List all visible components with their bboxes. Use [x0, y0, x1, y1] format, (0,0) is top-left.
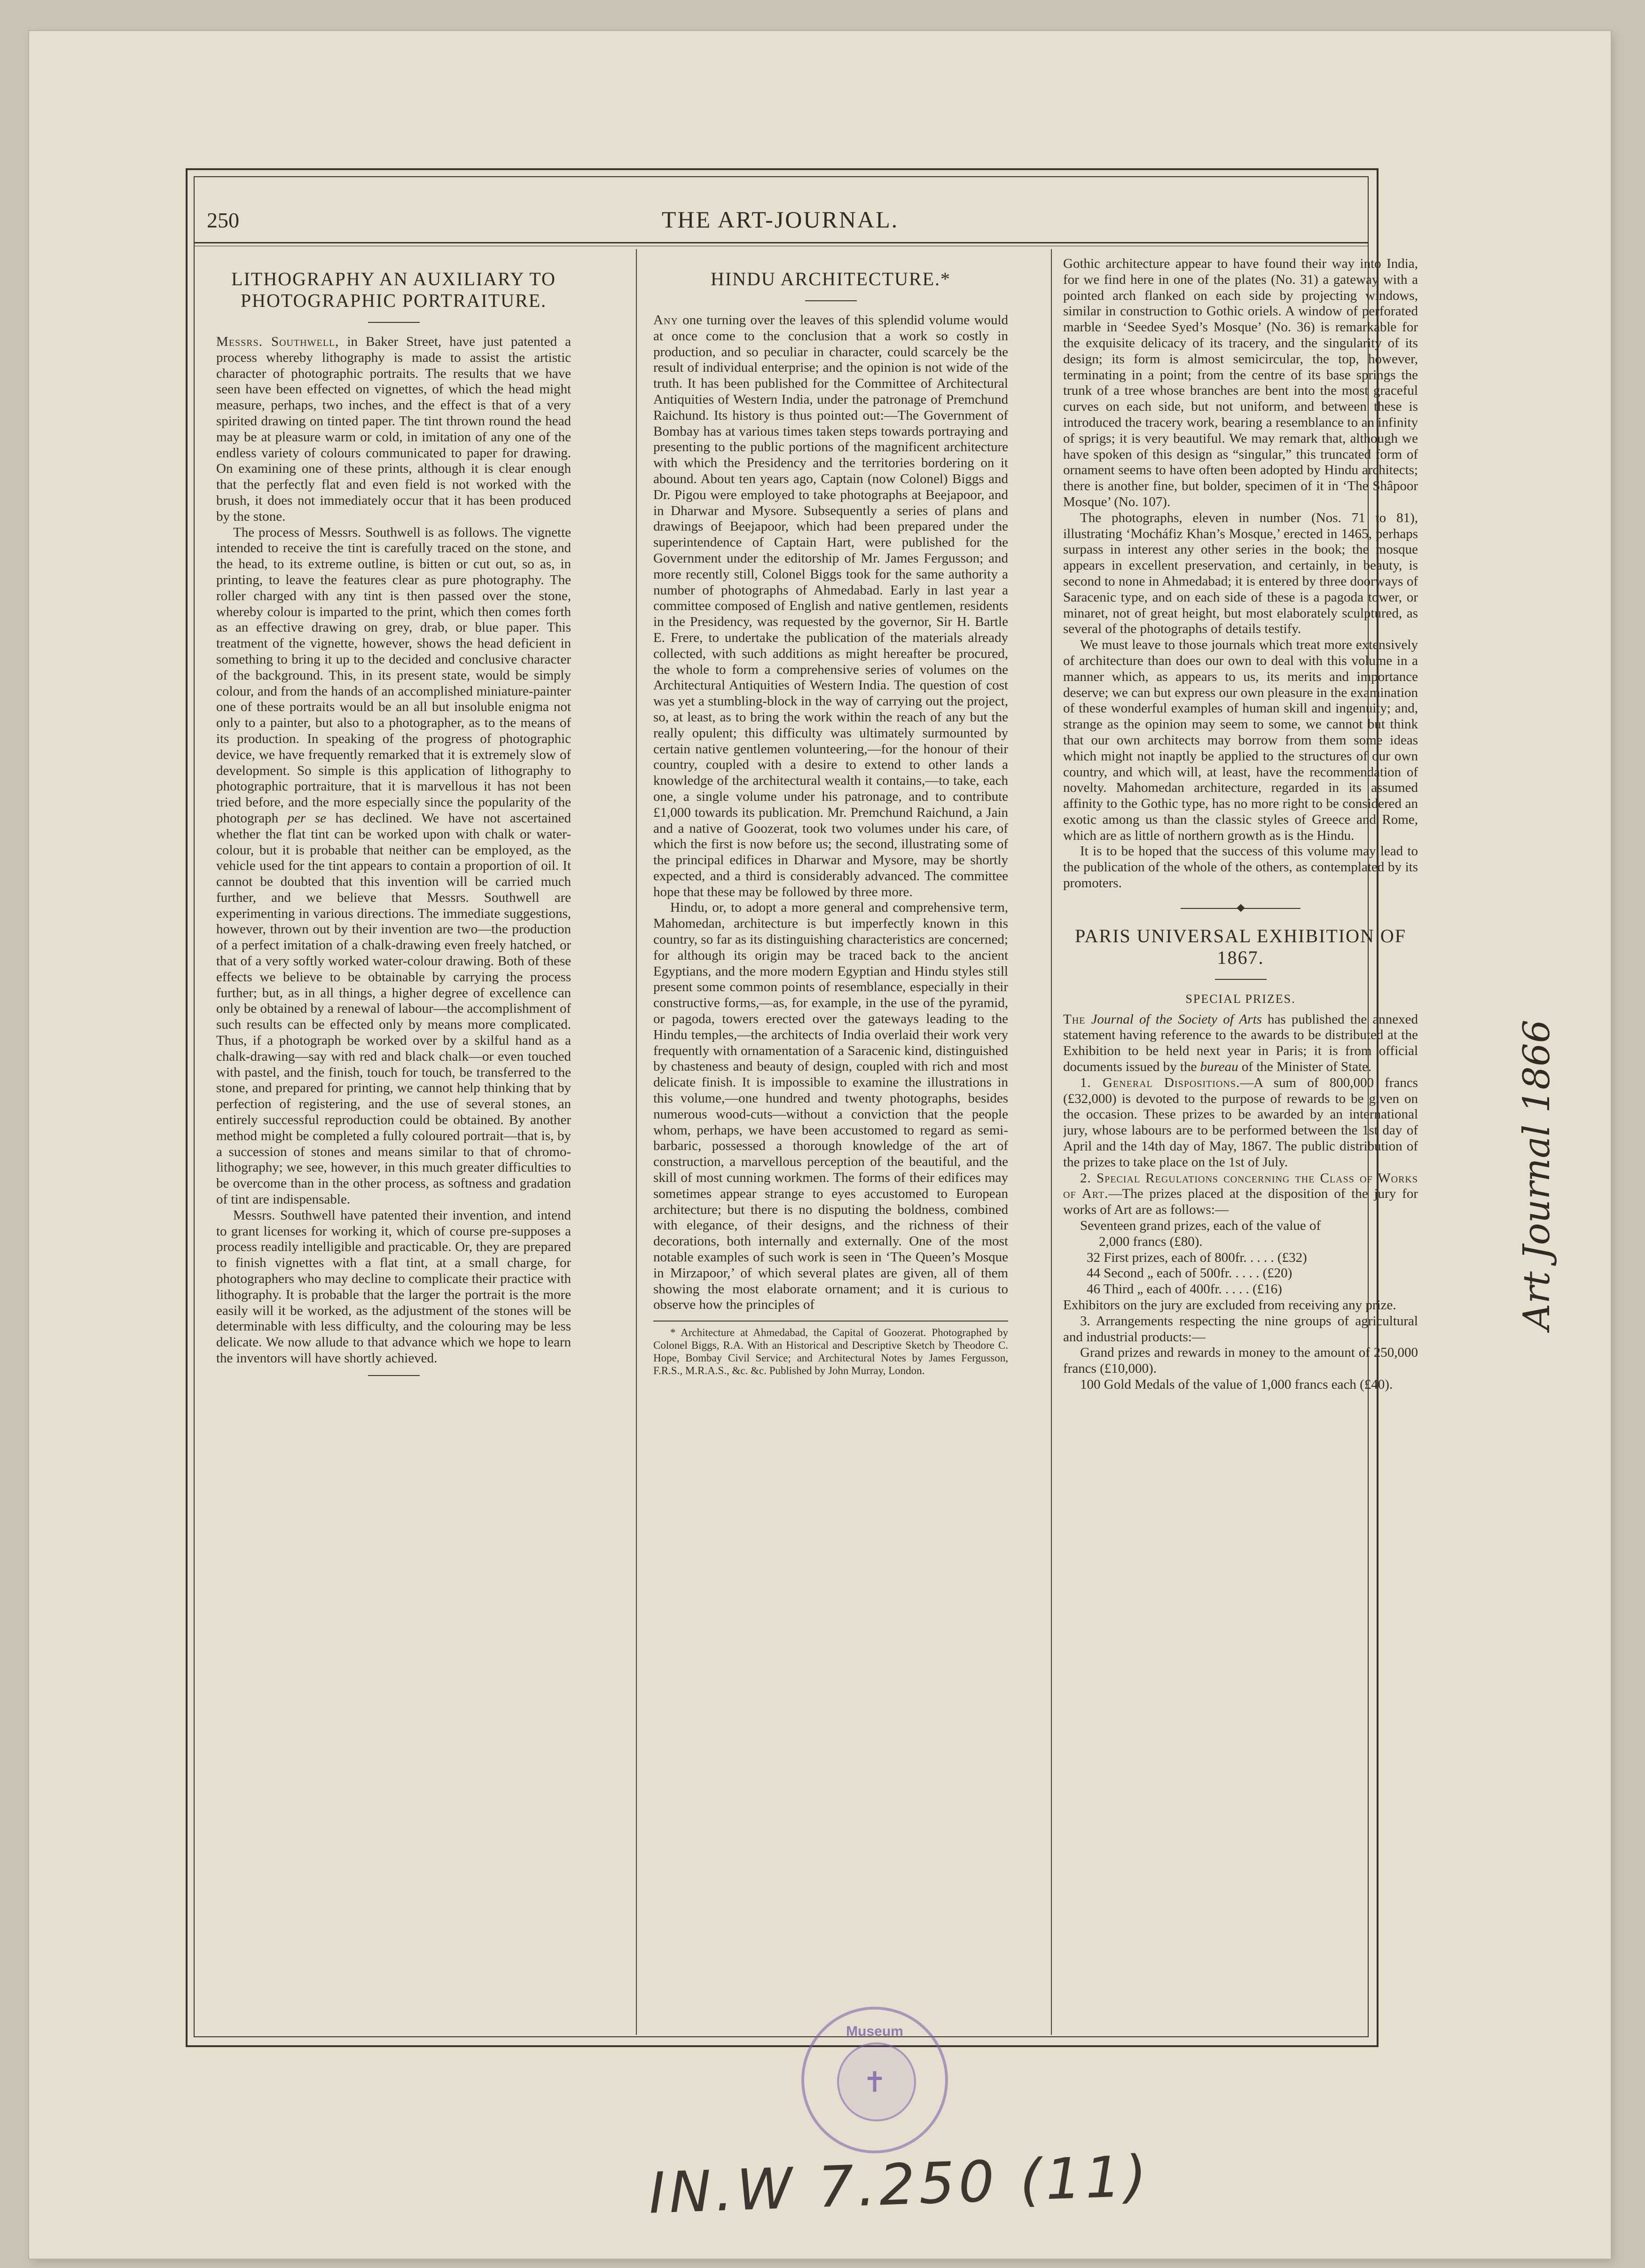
column-1 [216, 256, 571, 2014]
library-stamp [801, 2007, 948, 2153]
paragraph: Gothic architecture appear to have found their way into India, for we find here in one of the plates (No. 31) a gateway with a pointed arch flanked on each side by projecting windows, similar in construction to Gothic oriels. A window of perforated marble in ‘Seedee Syed’s Mosque’ (No. 36) is remarkable for the exquisite delicacy of its tracery, and the singularity of its design; its form is almost semicircular, the top, however, terminating in a point; from the centre of its base springs the trunk of a tree whose branches are bent into the most graceful curves on each side, but not uniform, and between these is introduced the tracery work, bearing a resemblance to an infinity of sprigs; it is very beautiful. We may remark that, although we have spoken of this design as “singular,” this truncated form of ornament seems to have often been adopted by Hindu architects; there is another fine, but bolder, specimen of it in ‘The Shâpoor Mosque’ (No. 107). [1063, 256, 1418, 509]
page-header [207, 197, 1354, 235]
column-2 [653, 256, 1008, 2014]
lead-words: The [1063, 1011, 1086, 1027]
section-separator [1063, 904, 1418, 913]
paragraph-text: of the Minister of State. [1238, 1059, 1372, 1075]
title-rule [805, 300, 857, 301]
paragraph-text: in Baker Street, have just patented a process whereby lithography is made to assist the artistic character of photographic portraits. The results that we have seen have been effected on vignettes, of which the head might measure, perhaps, two inches, and the effect is that of a very spirited drawing on tinted paper. The tint thrown round the head may be at pleasure warm or cold, in imitation of any one of the endless variety of colours communicated to paper for drawing. On examining one of these prints, although it is clear enough that the perfectly flat and even field is not worked with the brush, it does not immediately occur that it has been produced by the stone. [216, 334, 571, 524]
title-rule [1215, 979, 1267, 980]
paragraph [1063, 1171, 1418, 1218]
paragraph [653, 313, 1008, 900]
lead-words: Messrs. Southwell, [216, 334, 339, 349]
end-rule [368, 1375, 420, 1376]
paragraph-text: The process of Messrs. Southwell is as follows. The vignette intended to receive the tint is carefully traced on the stone, and the head, to its extreme outline, is bitten or cut out, so as, in printing, to leave the features clear as pure photography. The roller charged with any tint is then passed over the stone, whereby colour is imparted to the print, which then comes forth as an effective drawing on grey, drab, or blue paper. This treatment of the vignette, however, shows the head deficient in something to bring it up to the decided and conclusive character of the background. This, in its present state, would be simply colour, and from the hands of an accomplished miniature-painter one of these portraits would be an all but insoluble enigma not only to a painter, but also to a photographer, as to the means of its production. In speaking of the progress of photographic device, we have frequently remarked that it is extremely slow of development. So simple is this application of lithography to photographic portraiture, that it is marvellous it has not been tried before, and the more especially since the popularity of the photograph [216, 524, 571, 826]
paragraph: It is to be hoped that the success of this volume may lead to the publication of the whole of the others, as contemplated by its promoters. [1063, 844, 1418, 891]
header-rule [194, 242, 1369, 243]
prize-line: 32 First prizes, each of 800fr. . . . . (£32) [1087, 1250, 1307, 1265]
paragraph: 3. Arrangements respecting the nine groups of agricultural and industrial products:— [1063, 1313, 1418, 1345]
paragraph: We must leave to those journals which treat more extensively of architecture than does our own to deal with this volume in a manner which, as appears to us, its merits and importance deserve; we can but express our own pleasure in the examination of these wonderful examples of human skill and ingenuity; and, strange as the opinion may seem to some, we cannot but think that our own architects may borrow from them some ideas which might not inaptly be applied to the structures of our own country, and which will, at least, have the recommendation of novelty. Mahomedan architecture, regarded in its assumed affinity to the Gothic type, has no more right to be considered an exotic among us than the classic styles of Greece and Rome, which are as little of northern growth as is the Hindu. [1063, 637, 1418, 843]
handwritten-shelfmark: IN.W 7.250 (11) [647, 2143, 1152, 2227]
paragraph: Messrs. Southwell have patented their invention, and intend to grant licenses for working it, which of course pre-supposes a process readily intelligible and practicable. Or, they are prepared to finish vignettes with a flat tint, at a small charge, for photographers who may decline to complicate their practice with lithography. It is probable that the larger the portrait is the more easily will it be worked, as the adjustment of the stones will be determinable with less difficulty, and the colouring may be less delicate. We now allude to that advance which we hope to learn the inventors will have shortly achieved. [216, 1207, 571, 1366]
italic-text: per se [287, 810, 326, 826]
paragraph-text: has published the annexed statement having reference to the awards to be distributed at the Exhibition to be held next year in Paris; it is from official documents issued by the [1063, 1011, 1418, 1075]
handwritten-margin-note [1513, 1010, 1560, 1339]
paragraph: Exhibitors on the jury are excluded from receiving any prize. [1063, 1298, 1396, 1313]
lead-words: Any [653, 313, 678, 328]
prize-line: 46 Third „ each of 400fr. . . . . (£16) [1087, 1282, 1282, 1297]
section-lead: 1. General Dispositions. [1080, 1075, 1240, 1090]
page-number: 250 [207, 208, 239, 232]
paragraph: The photographs, eleven in number (Nos. 71 to 81), illustrating ‘Mocháfiz Khan’s Mosque,’ erected in 1465, perhaps surpass in interest any other series in the book; the mosque appears in excellent preservation, and certainly, in beauty, is second to none in Ahmedabad; it is entered by three doorways of Saracenic type, and on each side of these is a pagoda tower, or minaret, not of great height, but most elaborately sculptured, as several of the photographs of details testify. [1063, 510, 1418, 637]
paragraph-text: —The prizes placed at the disposition of the jury for works of Art are as follows:— [1063, 1186, 1418, 1218]
column-divider-1 [636, 249, 637, 2035]
paragraph [1063, 1012, 1418, 1075]
footnote-rule [653, 1321, 1008, 1322]
prize-line: 44 Second „ each of 500fr. . . . . (£20) [1087, 1266, 1292, 1281]
column-divider-2 [1051, 249, 1052, 2035]
paragraph [216, 334, 571, 525]
section-lead: 2. Special Regulations concerning the Class of Works of Art. [1063, 1170, 1418, 1202]
column-3 [1063, 256, 1418, 2014]
paragraph: 100 Gold Medals of the value of 1,000 francs each (£40). [1080, 1377, 1393, 1392]
paragraph-text: has declined. We have not ascertained whether the flat tint can be worked upon with chalk or water-colour, but it is probable that neither can be employed, as the vehicle used for the tint appears to contain a proportion of oil. It cannot be doubted that this invention will be carried much further, and we believe that Messrs. Southwell are experimenting in various directions. The immediate suggestions, however, thrown out by their invention are two—the production of a perfect imitation of a chalk-drawing even freely hatched, or that of a very softly worked water-colour drawing. Both of these effects we believe to be obtainable by carrying the process further; but, as in all things, a higher degree of excellence can only be obtained by a renewal of labour—the accomplishment of such results can be effected only by means more complicated. Thus, if a photograph be worked over by a skilful hand as a chalk-drawing—say with red and black chalk—or even touched with pastel, and the finish, touch for touch, be transferred to the stone, and prepared for printing, we cannot help thinking that by perfection of registering, and the use of several stones, an entirely successful reproduction could be obtained. By another method might be completed a fully coloured portrait—that is, by a succession of stones and means similar to that of chromo-lithography; we see, however, in this much greater difficulties to be overcome than in the other process, as softness and gradation of tint are indispensable. [216, 810, 571, 1207]
italic-text: bureau [1200, 1059, 1238, 1075]
margin-note-text: Art Journal 1866 [1516, 1019, 1558, 1330]
paragraph-text: one turning over the leaves of this splendid volume would at once come to the conclusion that a work so costly in production, and so peculiar in character, could scarcely be the result of individual enterprise; and the opinion is not wide of the truth. It has been published for the Committee of Architectural Antiquities of Western India, under the patronage of Premchund Raichund. Its history is thus pointed out:—The Government of Bombay has at various times taken steps towards portraying and presenting to the public portions of the magnificent architecture with which the Presidency and the territories bordering on it abound. About ten years ago, Captain (now Colonel) Biggs and Dr. Pigou were employed to take photographs at Beejapoor, and in Dharwar and Mysore. Subsequently a series of plans and drawings of Beejapoor, which had been prepared under the superintendence of Captain Hart, were published for the Government under the editorship of Mr. James Fergusson; and more recently still, Colonel Biggs took for the same authority a number of photographs of Ahmedabad. Early in last year a committee composed of English and native gentlemen, residents in the Presidency, was requested by the governor, Sir H. Bartle E. Frere, to undertake the publication of the materials already collected, with such additions as might hereafter be procured, the whole to form a comprehensive series of volumes on the Architectural Antiquities of Western India. The question of cost was yet a stumbling-block in the way of carrying out the project, so, at least, as to bring the work within the reach of any but the really opulent; this difficulty was ultimately surmounted by certain native gentlemen volunteering,—for the honour of their country, coupled with a desire to extend to other lands a knowledge of the architectural wealth it contains,—to take, each one, a single volume under his patronage, and to contribute £1,000 towards its publication. Mr. Premchund Raichund, a Jain and a native of Goozerat, took two volumes under his care, of which the first is now before us; the second, illustrating some of the principal edifices in Dharwar and Mysore, may be shortly expected, and a third is considerably advanced. The committee hope that these may be followed by three more. [653, 313, 1008, 899]
journal-title: THE ART-JOURNAL. [661, 206, 899, 233]
footnote: * Architecture at Ahmedabad, the Capital of Goozerat. Photographed by Colonel Biggs, R.A. With an Historical and Descriptive Sketch by Theodore C. Hope, Bombay Civil Service; and Architectural Notes by James Fergusson, F.R.S., M.R.A.S., &c. &c. Published by John Murray, London. [653, 1327, 1008, 1377]
title-rule [368, 322, 420, 323]
paragraph-text: —A sum of 800,000 francs (£32,000) is devoted to the purpose of rewards to be given on the occasion. These prizes to be awarded by an international jury, whose labours are to be performed between the 1st day of April and the 14th day of May, 1867. The public distribution of the prizes to take place on the 1st of July. [1063, 1075, 1418, 1170]
prize-line: Seventeen grand prizes, each of the value of [1080, 1218, 1321, 1234]
paragraph: Grand prizes and rewards in money to the amount of 250,000 francs (£10,000). [1063, 1345, 1418, 1376]
paragraph [216, 525, 571, 1208]
article-title-paris-exhibition: PARIS UNIVERSAL EXHIBITION OF 1867. [1074, 925, 1407, 968]
paragraph [1063, 1075, 1418, 1171]
paragraph: Hindu, or, to adopt a more general and comprehensive term, Mahomedan, architecture is but imperfectly known in this country, so far as its distinguishing characteristics are concerned; for although its origin may be traced back to the ancient Egyptians, and the more modern Egyptian and Hindu styles still present some common points of resemblance, especially in their constructive forms,—as, for example, in the use of the pyramid, or pagoda, towers erected over the gateways leading to the Hindu temples,—the architects of India overlaid their work very frequently with ornamentation of a Saracenic kind, distinguished by chasteness and beauty of design, coupled with rich and most delicate finish. It is impossible to examine the illustrations in this volume,—one hundred and twenty photographs, besides numerous wood-cuts—without a conviction that the people whom, perhaps, we have been accustomed to regard as semi-barbaric, possessed a thorough knowledge of the art of construction, a marvellous perception of the beautiful, and the skill of most cunning workmen. The forms of their edifices may sometimes appear strange to eyes accustomed to European architecture; but there is no disputing the boldness, combined with elegance, of their designs, and the richness of their decorations, both internally and externally. One of the most notable examples of such work is seen in ‘The Queen’s Mosque in Mirzapoor,’ of which several plates are given, all of them showing the most elaborate ornament; and it is curious to observe how the principles of [653, 900, 1008, 1313]
cross-icon: ✝ [862, 2067, 887, 2098]
article-title-hindu-architecture: HINDU ARCHITECTURE.* [710, 268, 951, 289]
article-title-lithography: LITHOGRAPHY AN AUXILIARY TO PHOTOGRAPHIC PORTRAITURE. [231, 268, 556, 311]
stamp-text: Museum [846, 2024, 903, 2039]
italic-text: Journal of the Society of Arts [1091, 1011, 1262, 1027]
prize-line: 2,000 francs (£80). [1099, 1234, 1203, 1249]
subheading: SPECIAL PRIZES. [1185, 992, 1296, 1006]
